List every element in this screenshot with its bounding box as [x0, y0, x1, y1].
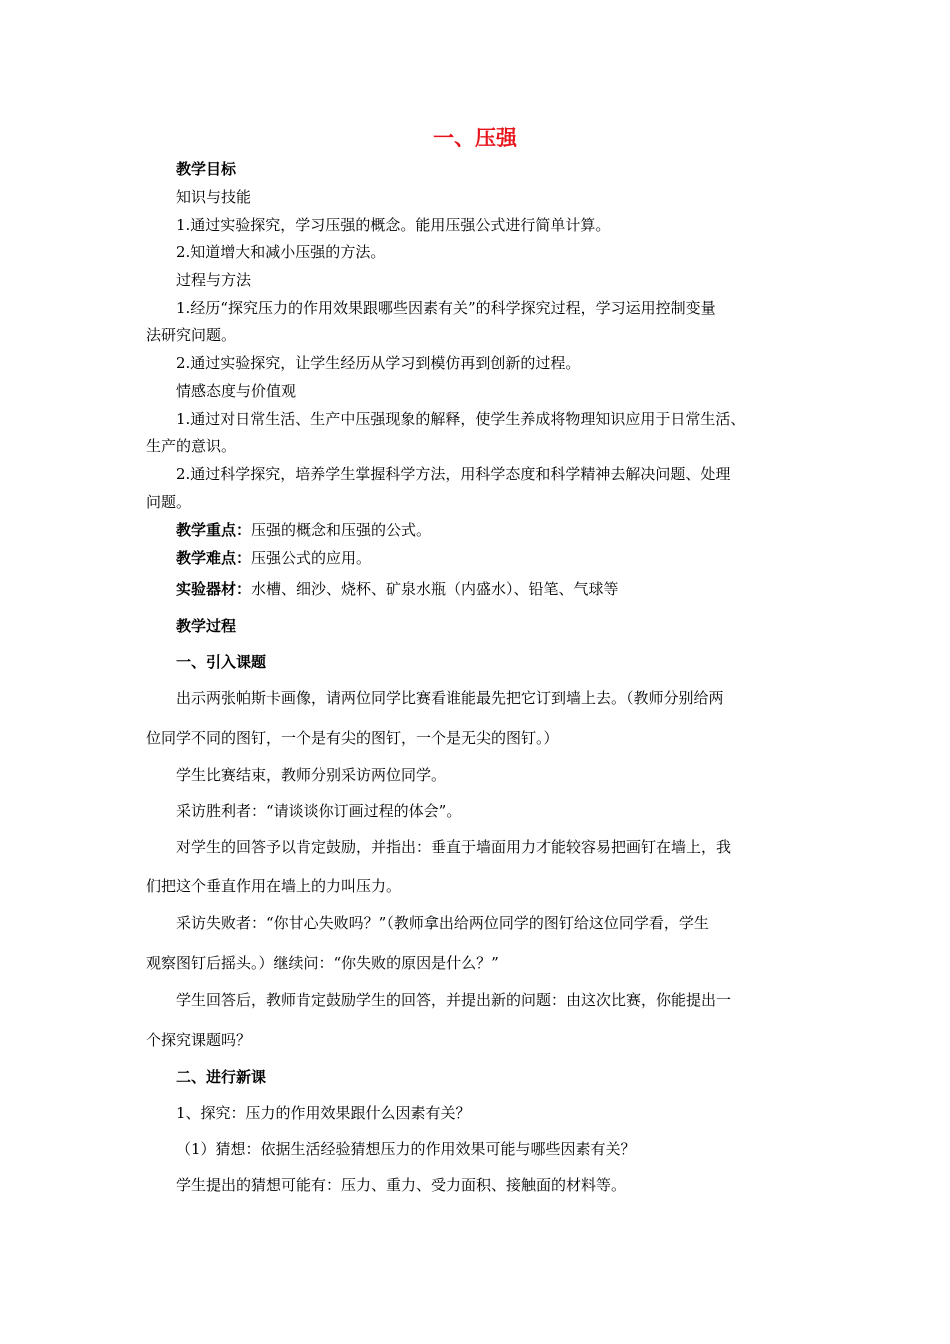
- focus-label: 教学重点：: [176, 521, 252, 539]
- process-item-1-line-1: 1.经历“探究压力的作用效果跟哪些因素有关”的科学探究过程，学习运用控制变量: [176, 299, 716, 317]
- section-1-para-6-line-1: 学生回答后，教师肯定鼓励学生的回答，并提出新的问题：由这次比赛，你能提出一: [176, 991, 732, 1009]
- section-1-para-6-line-2: 个探究课题吗？: [146, 1031, 252, 1049]
- emotion-item-2-line-2: 问题。: [146, 493, 192, 511]
- teaching-process-heading: 教学过程: [176, 617, 237, 635]
- equipment-text: 水槽、细沙、烧杯、矿泉水瓶（内盛水）、铅笔、气球等: [251, 580, 619, 598]
- section-1-para-3: 采访胜利者：“请谈谈你订画过程的体会”。: [176, 802, 462, 820]
- emotion-item-1-line-1: 1.通过对日常生活、生产中压强现象的解释，使学生养成将物理知识应用于日常生活、: [176, 410, 746, 428]
- section-2-heading: 二、进行新课: [176, 1068, 267, 1086]
- section-2-para-3: 学生提出的猜想可能有：压力、重力、受力面积、接触面的材料等。: [176, 1176, 627, 1194]
- equipment-label: 实验器材：: [176, 580, 252, 598]
- objectives-heading: 教学目标: [176, 160, 237, 178]
- section-1-para-1-line-1: 出示两张帕斯卡画像，请两位同学比赛看谁能最先把它订到墙上去。（教师分别给两: [176, 689, 724, 707]
- emotion-heading: 情感态度与价值观: [176, 382, 297, 400]
- section-1-para-2: 学生比赛结束，教师分别采访两位同学。: [176, 766, 447, 784]
- process-heading: 过程与方法: [176, 271, 252, 289]
- knowledge-item-2: 2.知道增大和减小压强的方法。: [176, 243, 386, 261]
- page-title: 一、压强: [433, 126, 517, 150]
- emotion-item-2-line-1: 2.通过科学探究，培养学生掌握科学方法，用科学态度和科学精神去解决问题、处理: [176, 465, 731, 483]
- section-1-para-4-line-2: 们把这个垂直作用在墙上的力叫压力。: [146, 877, 402, 895]
- focus-text: 压强的概念和压强的公式。: [251, 521, 432, 539]
- emotion-item-1-line-2: 生产的意识。: [146, 437, 237, 455]
- knowledge-heading: 知识与技能: [176, 188, 252, 206]
- section-1-heading: 一、引入课题: [176, 653, 267, 671]
- difficulty-text: 压强公式的应用。: [251, 549, 372, 567]
- section-1-para-5-line-2: 观察图钉后摇头。）继续问：“你失败的原因是什么？”: [146, 954, 499, 972]
- process-item-1-line-2: 法研究问题。: [146, 326, 237, 344]
- section-2-para-2: （1）猜想：依据生活经验猜想压力的作用效果可能与哪些因素有关？: [176, 1140, 636, 1158]
- difficulty-line: [176, 547, 371, 569]
- section-2-para-1: 1、探究：压力的作用效果跟什么因素有关？: [176, 1104, 471, 1122]
- knowledge-item-1: 1.通过实验探究，学习压强的概念。能用压强公式进行简单计算。: [176, 216, 611, 234]
- section-1-para-5-line-1: 采访失败者：“你甘心失败吗？”（教师拿出给两位同学的图钉给这位同学看，学生: [176, 914, 709, 932]
- section-1-para-1-line-2: 位同学不同的图钉，一个是有尖的图钉，一个是无尖的图钉。）: [146, 729, 559, 747]
- equipment-line: [176, 578, 619, 600]
- section-1-para-4-line-1: 对学生的回答予以肯定鼓励，并指出：垂直于墙面用力才能较容易把画钉在墙上，我: [176, 838, 732, 856]
- focus-line: [176, 519, 431, 541]
- difficulty-label: 教学难点：: [176, 549, 252, 567]
- process-item-2: 2.通过实验探究，让学生经历从学习到模仿再到创新的过程。: [176, 354, 581, 372]
